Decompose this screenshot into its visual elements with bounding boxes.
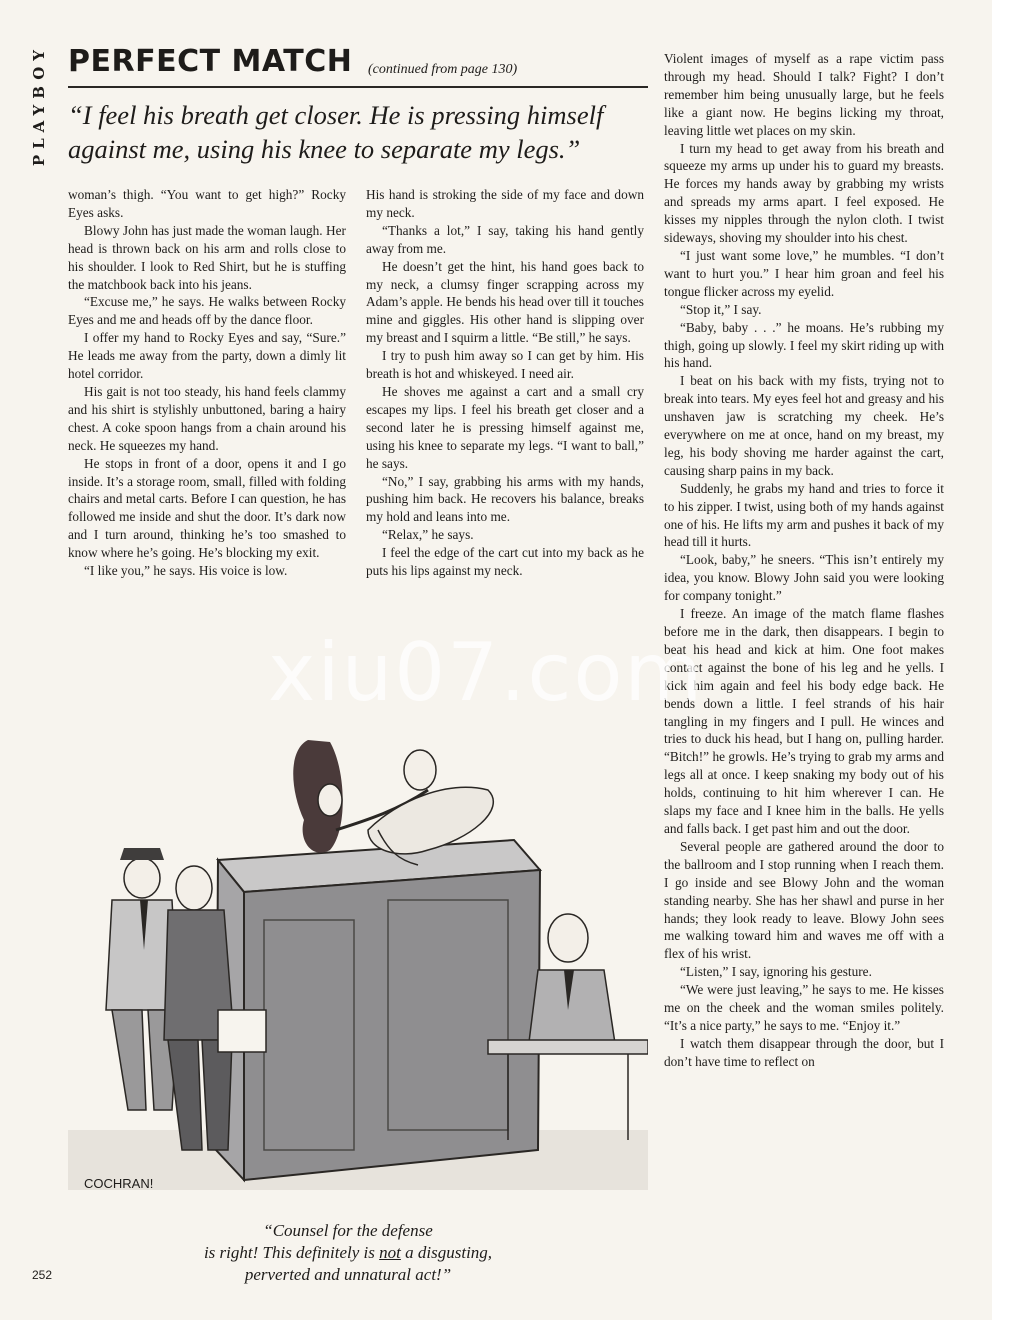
paragraph: woman’s thigh. “You want to get high?” Rocky Eyes asks. xyxy=(68,187,346,220)
paragraph: “I like you,” he says. His voice is low. xyxy=(84,563,288,579)
policeman-head xyxy=(124,858,160,898)
clerk-head xyxy=(548,914,588,962)
paragraph: His hand is stroking the side of my face and down my neck. xyxy=(366,187,644,220)
courtroom-cartoon xyxy=(68,710,648,1210)
paragraph: His gait is not too steady, his hand feels clammy and his shirt is stylishly unbuttoned, baring a hairy chest. A coke spoon hangs from a chain around his neck. He squeezes my hand. xyxy=(68,383,346,453)
text-column-1 xyxy=(68,186,346,580)
paragraph: I freeze. An image of the match flame flashes before me in the dark, then disappears. I begin to beat his head and kick at him. One foot makes contact against the bone of his leg and he yells. I kick him again and feel his body edge back. He bends down a little. I feel strands of his hair tangling in my fingers and I pull. He winces and tries to duck his head, but I hang on, pulling harder. “Bitch!” he growls. He’s trying to grab my arms and legs all at once. I keep snaking my body out of his holds, continuing to hit him wherever I can. He slaps my face and I knee him in the balls. He yells and falls back. I get past him and out the door. xyxy=(664,606,944,836)
cartoonist-signature: COCHRAN! xyxy=(84,1176,154,1191)
running-head: PLAYBOY xyxy=(30,44,48,167)
paragraph: Suddenly, he grabs my hand and tries to force it to his zipper. I twist, using both of my hands against one of his. He lifts my arm and pushes it back of my head till it hurts. xyxy=(664,480,944,550)
lawyer-head xyxy=(176,866,212,910)
paragraph: “Stop it,” I say. xyxy=(680,301,762,317)
paragraph: I watch them disappear through the door, but I don’t have time to reflect on xyxy=(664,1035,944,1069)
paragraph: “Excuse me,” he says. He walks between Rocky Eyes and me and heads off by the dance floor. xyxy=(68,294,346,328)
cartoon-caption xyxy=(178,1220,518,1286)
paragraph: I turn my head to get away from his breath and squeeze my arms up under his to guard my breasts. He forces my hands away by grabbing my wrists and spreads my arms apart. I feel exposed. He kisses my nipples through the nylon cloth. I twist sideways, shoving my shoulder into his chest. xyxy=(664,140,944,246)
paragraph: He doesn’t get the hint, his hand goes back to my neck, a clumsy finger scrapping across my Adam’s apple. He bends his head over till it touches mine and giggles. His other hand is slipping over my breast and I squirm a little. “Be still,” he says. xyxy=(366,258,644,346)
paragraph: I beat on his back with my fists, trying not to break into tears. My eyes feel hot and greasy and his unshaven jaw is scratching my cheek. He’s everywhere on me at once, hand on my breast, my leg, his body shoving me harder against the cart, causing sharp pains in my back. xyxy=(664,373,944,478)
paragraph: “Look, baby,” he sneers. “This isn’t entirely my idea, you know. Blowy John said you were looking for company tonight.” xyxy=(664,552,944,604)
caption-line: perverted and unnatural act!” xyxy=(244,1265,452,1284)
bench-front xyxy=(244,870,540,1180)
article-title: PERFECT MATCH xyxy=(68,44,353,79)
paragraph: I offer my hand to Rocky Eyes and say, “Sure.” He leads me away from the party, down a dimly lit hotel corridor. xyxy=(68,330,346,382)
paragraph: He shoves me against a cart and a small cry escapes my lips. I feel his breath get closer and a second later he is pressing himself against me, using his knee to separate my legs. “I want to ball,” he says. xyxy=(366,383,644,471)
title-rule xyxy=(68,86,648,88)
text-column-3 xyxy=(664,50,944,1071)
clerk-desk xyxy=(488,1040,648,1054)
paragraph: Violent images of myself as a rape victim pass through my head. Should I talk? Fight? I don’t remember him being unusually large, but he feels like a giant now. He begins licking my throat, leaving little wet places on my skin. xyxy=(664,51,944,138)
text-column-2 xyxy=(366,186,644,580)
paragraph: “No,” I say, grabbing his arms with my hands, pushing him back. He recovers his balance, breaks my hold and leans into me. xyxy=(366,473,644,525)
caption-line xyxy=(178,1242,518,1264)
caption-line: “Counsel for the defense xyxy=(263,1221,433,1240)
paragraph: “Thanks a lot,” I say, taking his hand gently away from me. xyxy=(366,222,644,256)
paragraph: I feel the edge of the cart cut into my back as he puts his lips against my neck. xyxy=(366,545,644,579)
caption-emphasis: not xyxy=(379,1243,401,1262)
paragraph: Blowy John has just made the woman laugh. Her head is thrown back on his arm and rolls close to his shoulder. I look to Red Shirt, but he is stuffing the matchbook back into his jeans. xyxy=(68,222,346,292)
watermark: xiu07.com xyxy=(268,626,705,719)
woman-face xyxy=(318,784,342,816)
page-number: 252 xyxy=(32,1268,53,1282)
paragraph: He stops in front of a door, opens it and I go inside. It’s a storage room, small, filled with folding chairs and metal carts. Before I can question, he has followed me inside and shut the door. It’s dark now and I turn around, thinking he’s too smashed to know where he’s going. He’s blocking my exit. xyxy=(68,455,346,561)
paragraph: “We were just leaving,” he says to me. He kisses me on the cheek and the woman smiles politely. “It’s a nice party,” he says to me. “Enjoy it.” xyxy=(664,982,944,1033)
paragraph: “I just want some love,” he mumbles. “I don’t want to hurt you.” I hear him groan and feel his tongue flicker across my eyelid. xyxy=(664,247,944,299)
policeman-cap xyxy=(120,848,164,860)
continued-note: (continued from page 130) xyxy=(368,62,518,77)
paragraph: “Relax,” he says. xyxy=(382,527,474,543)
lawyer-papers xyxy=(218,1010,266,1052)
paragraph: Several people are gathered around the door to the ballroom and I stop running when I reach them. I go inside and see Blowy John and the woman standing nearby. She has her shawl and purse in her hands; they look ready to leave. Blowy John sees me walking toward him and waves me off with a flex of his wrist. xyxy=(664,838,944,962)
pull-quote: “I feel his breath get closer. He is pressing himself against me, using his knee to separate my legs.” xyxy=(68,100,604,164)
caption-text: is right! This definitely is xyxy=(203,1243,380,1262)
paragraph: I try to push him away so I can get by him. His breath is hot and whiskeyed. I need air. xyxy=(366,348,644,382)
man-head xyxy=(404,750,436,790)
caption-text: a disgusting, xyxy=(400,1243,493,1262)
paragraph: “Baby, baby . . .” he moans. He’s rubbing my thigh, going up slowly. I feel my skirt riding up with his hand. xyxy=(664,319,944,371)
paragraph: “Listen,” I say, ignoring his gesture. xyxy=(680,964,872,980)
